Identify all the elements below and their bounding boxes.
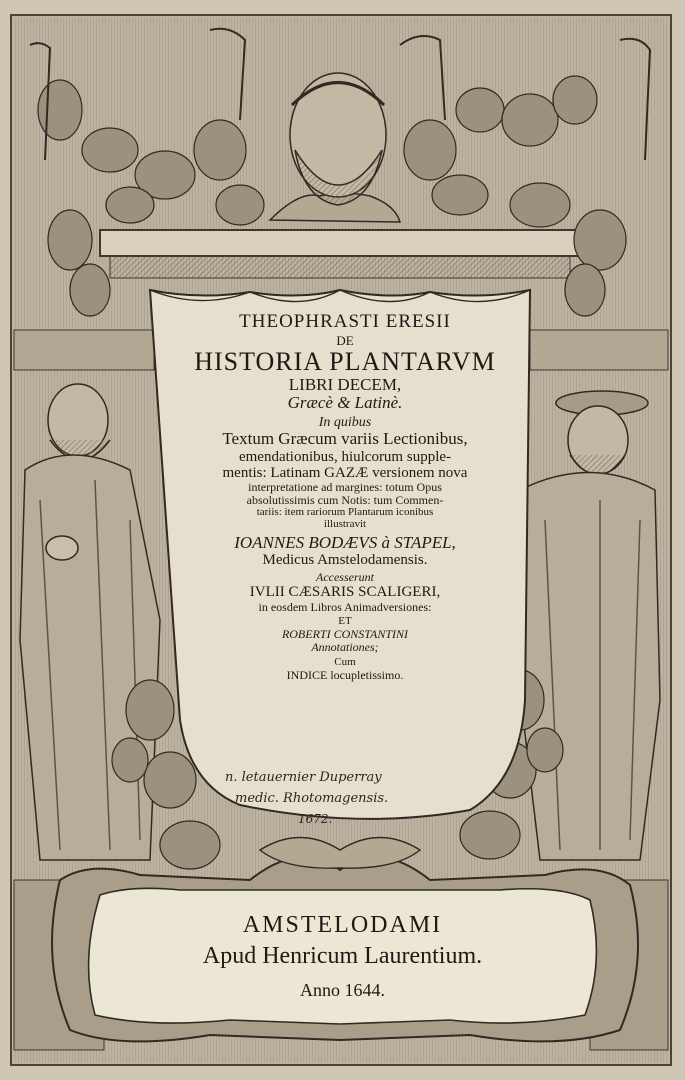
description-line-1: Textum Græcum variis Lectionibus, xyxy=(222,429,468,449)
imprint-year: Anno 1644. xyxy=(300,980,385,1000)
description-line-3: mentis: Latinam GAZÆ versionem nova xyxy=(222,465,468,481)
et-line: ET xyxy=(338,615,352,628)
constantinus-line: ROBERTI CONSTANTINI xyxy=(281,627,409,642)
description-line-4: interpretatione ad margines: totum Opus xyxy=(248,480,442,495)
imprint-block xyxy=(120,912,565,1001)
work-title: HISTORIA PLANTARVM xyxy=(194,346,496,376)
author-line: THEOPHRASTI ERESII xyxy=(239,311,451,332)
title-text-block xyxy=(175,312,515,682)
imprint-city: AMSTELODAMI xyxy=(242,912,443,938)
scaliger-line: IVLII CÆSARIS SCALIGERI, xyxy=(249,584,441,601)
de-line: DE xyxy=(336,332,354,348)
description-line-6: tariis: item rariorum Plantarum iconibus xyxy=(256,506,434,519)
editor-name: IOANNES BODÆVS à STAPEL, xyxy=(234,532,456,552)
description-line-5: absolutissimis cum Notis: tum Commen- xyxy=(246,493,444,508)
right-frieze xyxy=(530,330,668,370)
left-frieze xyxy=(14,330,154,370)
editor-title: Medicus Amstelodamensis. xyxy=(262,552,428,569)
accesserunt-line: Accesserunt xyxy=(316,570,374,585)
handwritten-year: 1672. xyxy=(298,812,333,826)
languages-line: Græcè & Latinè. xyxy=(287,392,403,412)
scaliger-work-line: in eosdem Libros Animadversiones: xyxy=(258,599,432,614)
cornice-ledge xyxy=(100,230,580,256)
cum-line: Cum xyxy=(334,656,356,669)
description-line-2: emendationibus, hiulcorum supple- xyxy=(238,448,452,465)
handwritten-owner-title: medic. Rhotomagensis. xyxy=(235,791,389,806)
annotationes-line: Annotationes; xyxy=(311,640,379,655)
in-quibus-line: In quibus xyxy=(318,415,372,431)
cornice-shadow xyxy=(110,256,570,278)
books-line: LIBRI DECEM, xyxy=(288,374,402,394)
description-line-7: illustravit xyxy=(323,517,367,530)
imprint-printer: Apud Henricum Laurentium. xyxy=(202,943,483,969)
handwritten-owner-line: n. letauernier Duperray xyxy=(225,770,382,785)
indice-line: INDICE locupletissimo. xyxy=(286,668,404,683)
